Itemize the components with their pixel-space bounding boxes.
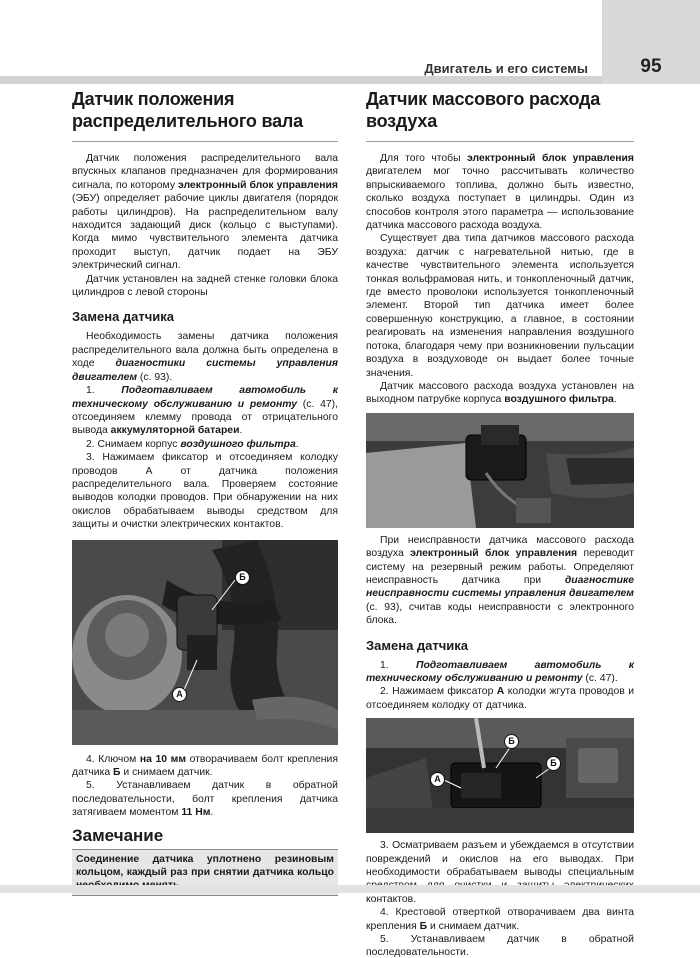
- callout-label: А: [430, 772, 445, 787]
- paragraph: Для того чтобы электронный блок управления двигателем мог точно рассчитывать количество впрыскиваемого топлива, должно быть известно, сколько воздуха поступает в цилиндры. Один из способов контроля этого параметра — использование датчика массового расхода воздуха.: [366, 153, 634, 232]
- maf-sensor-photo: [366, 413, 634, 528]
- callout-label: Б: [235, 570, 250, 585]
- step-5: 5. Устанавливаем датчик в обратной последовательности, болт крепления датчика затягиваем моментом 11 Нм.: [72, 780, 338, 819]
- step-2: 2. Снимаем корпус воздушного фильтра.: [86, 438, 299, 450]
- step-3: 3. Нажимаем фиксатор и отсоединяем колодку проводов А от датчика положения распределительного вала. Проверяем состояние выводов колодки проводов. При обнаружении на них окислов обрабатываем выводы средством для защиты и очистки электрических контактов.: [72, 452, 338, 531]
- step-4: 4. Крестовой отверткой отворачиваем два винта крепления Б и снимаем датчик.: [366, 907, 634, 932]
- maf-photo-illustration: [366, 413, 634, 528]
- right-column: [366, 88, 634, 958]
- running-header-title: Двигатель и его системы: [424, 61, 588, 76]
- note-box: Соединение датчика уплотнено резиновым кольцом, каждый раз при снятии датчика кольцо: [72, 849, 338, 896]
- maf-connector-photo: [366, 718, 634, 833]
- step-1: 1. Подготавливаем автомобиль к техническому обслуживанию и ремонту (с. 47), отсоединяем клемму провода от отрицательного вывода аккумуляторной батареи.: [72, 385, 338, 437]
- paragraph: Существует два типа датчиков массового расхода воздуха: датчик с нагревательной нитью, где в качестве чувствительного элемента используется тонкая вольфрамовая нить, и тонкопленочный датчик, где вместо проволоки используется тонкопленочный элемент. Второй тип датчика имеет более совершенную конструкцию, а главное, в состоянии реагировать на изменения направления воздушного потока, благодаря чему при возникновении пульсации воздуха в воздуховоде он выдает более точные значения.: [366, 233, 634, 379]
- page-number: 95: [640, 56, 662, 77]
- paragraph: При неисправности датчика массового расхода воздуха электронный блок управления переводит систему на резервный режим работы. Определяют неисправность датчика при диагностике неисправности системы управления двигателем (с. 93), считав коды неисправности с электронного блока.: [366, 534, 634, 627]
- subsection-title: Замена датчика: [72, 309, 175, 325]
- step-4: 4. Ключом на 10 мм отворачиваем болт крепления датчика Б и снимаем датчик.: [72, 753, 338, 778]
- engine-photo-illustration: [72, 540, 338, 745]
- callout-label: Б: [546, 756, 561, 771]
- connector-photo-illustration: [366, 718, 634, 833]
- step-2: 2. Нажимаем фиксатор А колодки жгута проводов и отсоединяем колодку от датчика.: [366, 686, 634, 711]
- paragraph: Датчик положения распределительного вала впускных клапанов предназначен для формирования сигнала, по которому электронный блок управления (ЭБУ) определяет рабочие циклы двигателя (порядок работы цилиндров). На распределительном валу находится задающий диск (кольцо с выступами). Когда мимо чувствительного элемента датчика проходит выступ, датчик подает на ЭБУ электрический сигнал.: [72, 153, 338, 272]
- note-title: Замечание: [72, 825, 164, 845]
- callout-label: Б: [504, 734, 519, 749]
- paragraph: Датчик установлен на задней стенке головки блока цилиндров с левой стороны: [72, 273, 338, 299]
- camshaft-sensor-photo: [72, 540, 338, 745]
- left-column: [72, 88, 338, 896]
- step-5: 5. Устанавливаем датчик в обратной последовательности.: [366, 934, 634, 958]
- callout-label: А: [172, 687, 187, 702]
- footer-rule: [0, 885, 700, 893]
- step-1: 1. Подготавливаем автомобиль к техническому обслуживанию и ремонту (с. 47).: [366, 659, 634, 684]
- subsection-title: Замена датчика: [366, 637, 469, 653]
- header-rule: [0, 76, 602, 84]
- step-3: 3. Осматриваем разъем и убеждаемся в отсутствии повреждений и окислов на его выводах. При необходимости обрабатываем выводы специальным контактов.: [366, 840, 634, 905]
- paragraph: Необходимость замены датчика положения распределительного вала должна быть определена в ходе диагностики системы управления двигателем (с. 93).: [72, 331, 338, 383]
- section-title-maf-sensor: Датчик массового расхода воздуха: [366, 88, 634, 142]
- paragraph: Датчик массового расхода воздуха установлен на выходном патрубке корпуса воздушного фильтра.: [366, 380, 634, 406]
- section-title-camshaft-sensor: Датчик положения распределительного вала: [72, 88, 338, 142]
